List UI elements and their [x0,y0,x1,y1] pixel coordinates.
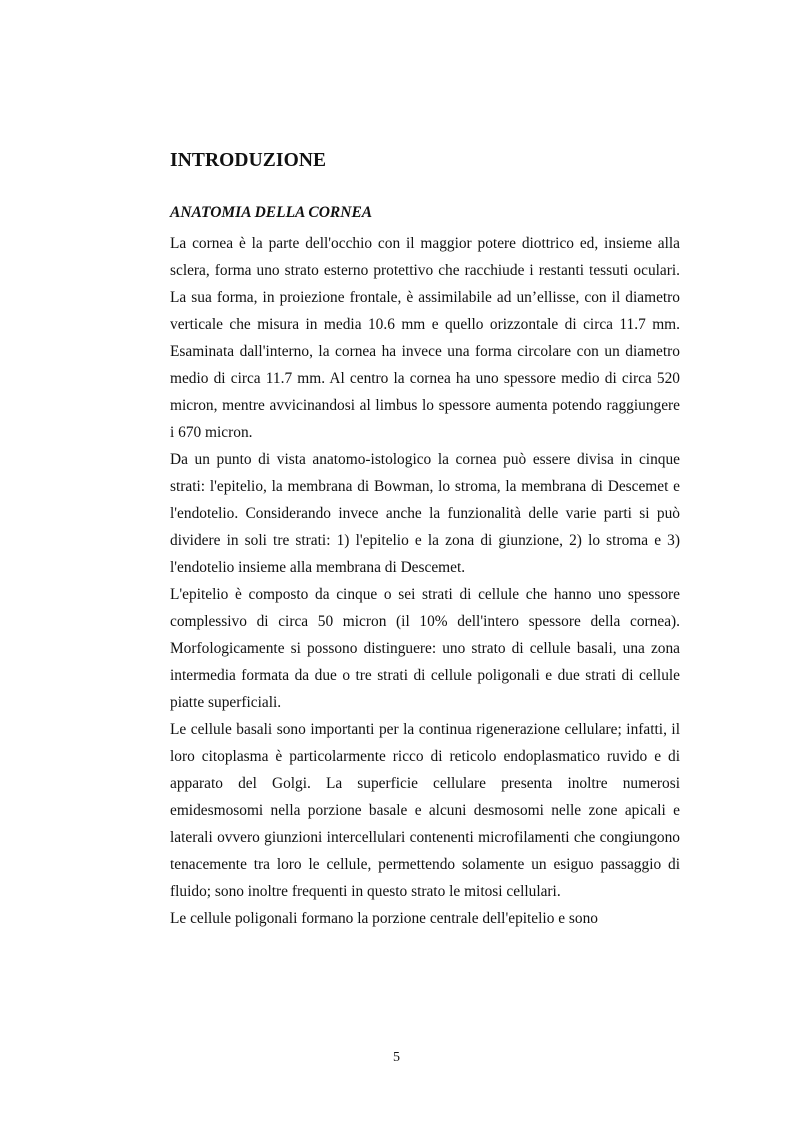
paragraph-1: La cornea è la parte dell'occhio con il maggior potere diottrico ed, insieme alla sclera, forma uno strato esterno protettivo che racchiude i restanti tessuti oculari. La sua forma, in proiezione frontale, è assimilabile ad un’ellisse, con il diametro verticale che misura in media 10.6 mm e quello orizzontale di circa 11.7 mm. Esaminata dall'interno, la cornea ha invece una forma circolare con un diametro medio di circa 11.7 mm. Al centro la cornea ha uno spessore medio di circa 520 micron, mentre avvicinandosi al limbus lo spessore aumenta potendo raggiungere i 670 micron. [170,235,680,441]
page-title: INTRODUZIONE [170,150,327,171]
paragraph-2: Da un punto di vista anatomo-istologico la cornea può essere divisa in cinque strati: l'epitelio, la membrana di Bowman, lo stroma, la membrana di Descemet e l'endotelio. Considerando invece anche la funzionalità delle varie parti si può dividere in soli tre strati: 1) l'epitelio e la zona di giunzione, 2) lo stroma e 3) l'endotelio insieme alla membrana di Descemet. [170,451,680,576]
page-number: 5 [393,1050,400,1065]
paragraph-5: Le cellule poligonali formano la porzione centrale dell'epitelio e sono [170,910,598,927]
section-title: ANATOMIA DELLA CORNEA [170,204,373,221]
paragraph-4: Le cellule basali sono importanti per la continua rigenerazione cellulare; infatti, il loro citoplasma è particolarmente ricco di reticolo endoplasmatico ruvido e di apparato del Golgi. La superficie cellulare presenta inoltre numerosi emidesmosomi nella porzione basale e alcuni desmosomi nelle zone apicali e laterali ovvero giunzioni intercellulari contenenti microfilamenti che congiungono tenacemente tra loro le cellule, permettendo solamente un esiguo passaggio di fluido; sono inoltre frequenti in questo strato le mitosi cellulari. [170,721,680,900]
body-text [170,230,680,932]
paragraph-3: L'epitelio è composto da cinque o sei strati di cellule che hanno uno spessore complessivo di circa 50 micron (il 10% dell'intero spessore della cornea). Morfologicamente si possono distinguere: uno strato di cellule basali, una zona intermedia formata da due o tre strati di cellule poligonali e due strati di cellule piatte superficiali. [170,586,680,711]
